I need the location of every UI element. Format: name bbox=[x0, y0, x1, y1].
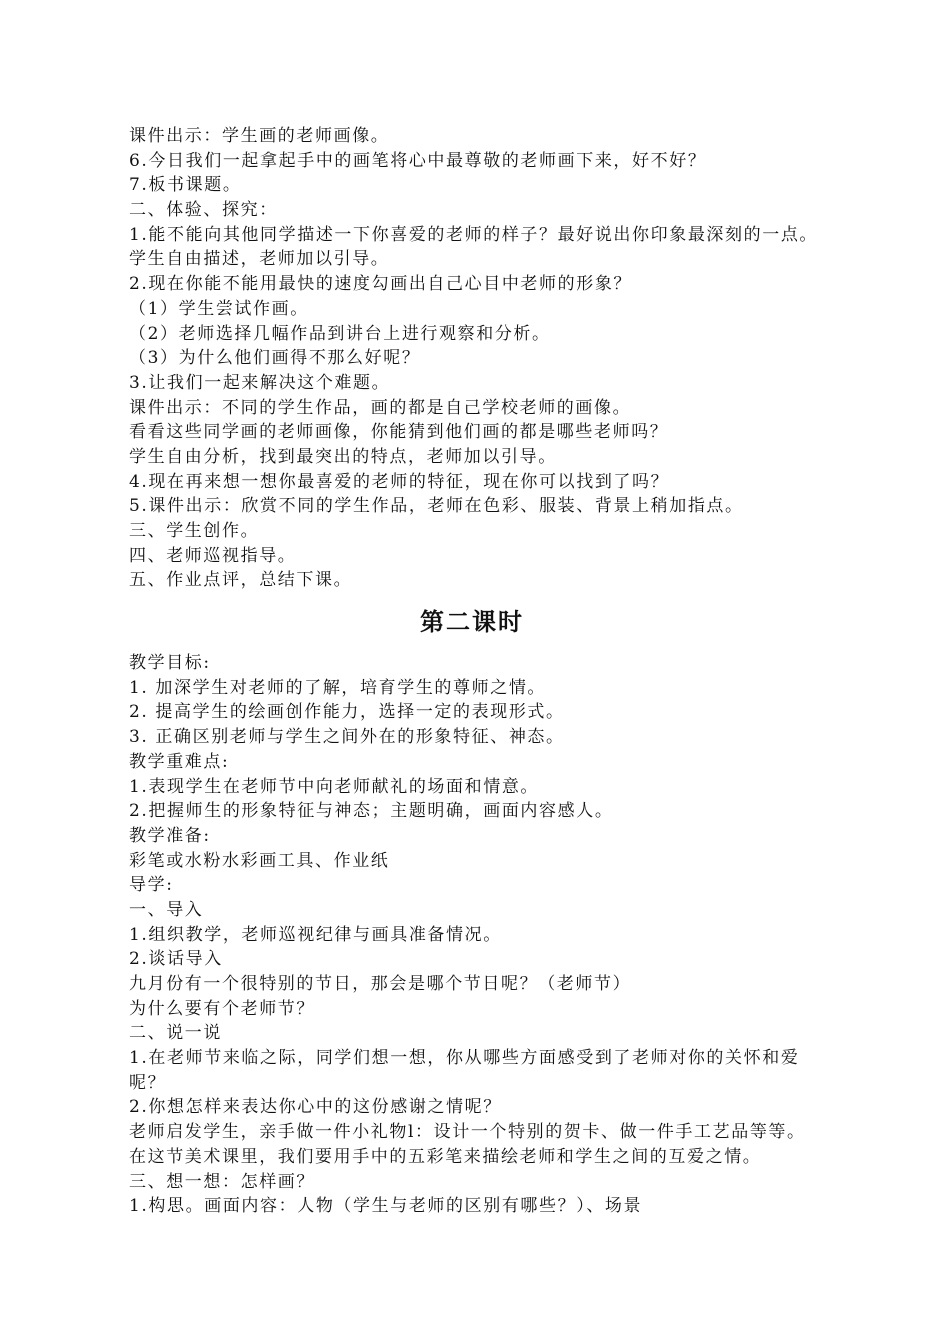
text-line: 3. 正确区别老师与学生之间外在的形象特征、神态。 bbox=[129, 727, 565, 748]
section-heading: 二、说一说 bbox=[129, 1023, 222, 1044]
text-line: 看看这些同学画的老师画像，你能猜到他们画的都是哪些老师吗？ bbox=[129, 422, 669, 443]
text-line: 呢？ bbox=[129, 1072, 167, 1093]
text-line: 九月份有一个很特别的节日，那会是哪个节日呢？（老师节） bbox=[129, 974, 632, 994]
text-line: 课件出示：学生画的老师画像。 bbox=[129, 126, 390, 146]
text-line: 1.在老师节来临之际，同学们想一想，你从哪些方面感受到了老师对你的关怀和爱 bbox=[129, 1048, 800, 1069]
text-line: 5.课件出示：欣赏不同的学生作品，老师在色彩、服装、背景上稍加指点。 bbox=[129, 496, 744, 517]
text-line: 6.今日我们一起拿起手中的画笔将心中最尊敬的老师画下来，好不好？ bbox=[129, 150, 707, 171]
label-line: 教学目标: bbox=[129, 653, 211, 674]
text-line: （3）为什么他们画得不那么好呢？ bbox=[129, 348, 421, 369]
text-line: 1.能不能向其他同学描述一下你喜爱的老师的样子？最好说出你印象最深刻的一点。 bbox=[129, 224, 819, 245]
section-heading: 四、老师巡视指导。 bbox=[129, 545, 297, 566]
lesson-title: 第二课时 bbox=[420, 608, 524, 637]
text-line: 课件出示：不同的学生作品，画的都是自己学校老师的画像。 bbox=[129, 397, 632, 418]
section-heading: 二、体验、探究： bbox=[129, 200, 278, 221]
text-line: 4.现在再来想一想你最喜爱的老师的特征，现在你可以找到了吗？ bbox=[129, 471, 670, 492]
text-line: 为什么要有个老师节？ bbox=[129, 998, 315, 1019]
section-heading: 一、导入 bbox=[129, 899, 204, 920]
text-line: 学生自由分析，找到最突出的特点，老师加以引导。 bbox=[129, 446, 557, 467]
text-line: 1.表现学生在老师节中向老师献礼的场面和情意。 bbox=[129, 776, 540, 797]
document-body bbox=[129, 124, 829, 1219]
text-line: 老师启发学生，亲手做一件小礼物l：设计一个特别的贺卡、做一件手工艺品等等。 bbox=[129, 1122, 806, 1143]
text-line: 7.板书课题。 bbox=[129, 175, 242, 196]
label-line: 导学: bbox=[129, 875, 174, 896]
section-heading: 三、想一想：怎样画？ bbox=[129, 1171, 315, 1192]
text-line: 1.组织教学，老师巡视纪律与画具准备情况。 bbox=[129, 924, 502, 945]
text-line: 2.把握师生的形象特征与神态；主题明确，画面内容感人。 bbox=[129, 801, 614, 822]
text-line: 彩笔或水粉水彩画工具、作业纸 bbox=[129, 850, 390, 871]
text-line: 学生自由描述，老师加以引导。 bbox=[129, 249, 390, 270]
label-line: 教学重难点: bbox=[129, 751, 230, 772]
text-line: 在这节美术课里，我们要用手中的五彩笔来描绘老师和学生之间的互爱之情。 bbox=[129, 1146, 762, 1167]
text-line: 1. 加深学生对老师的了解，培育学生的尊师之情。 bbox=[129, 677, 547, 698]
text-line: 1.构思。画面内容：人物（学生与老师的区别有哪些？）、场景 bbox=[129, 1196, 643, 1217]
text-line: （2）老师选择几幅作品到讲台上进行观察和分析。 bbox=[129, 323, 551, 344]
text-line: 2.现在你能不能用最快的速度勾画出自己心目中老师的形象？ bbox=[129, 274, 633, 295]
section-heading: 三、学生创作。 bbox=[129, 521, 260, 541]
text-line: （1）学生尝试作画。 bbox=[129, 298, 309, 319]
section-heading: 五、作业点评，总结下课。 bbox=[129, 570, 353, 591]
label-line: 教学准备: bbox=[129, 825, 211, 846]
text-line: 2. 提高学生的绘画创作能力，选择一定的表现形式。 bbox=[129, 702, 565, 723]
text-line: 2.谈话导入 bbox=[129, 949, 223, 970]
text-line: 3.让我们一起来解决这个难题。 bbox=[129, 372, 391, 393]
text-line: 2.你想怎样来表达你心中的这份感谢之情呢？ bbox=[129, 1097, 502, 1118]
